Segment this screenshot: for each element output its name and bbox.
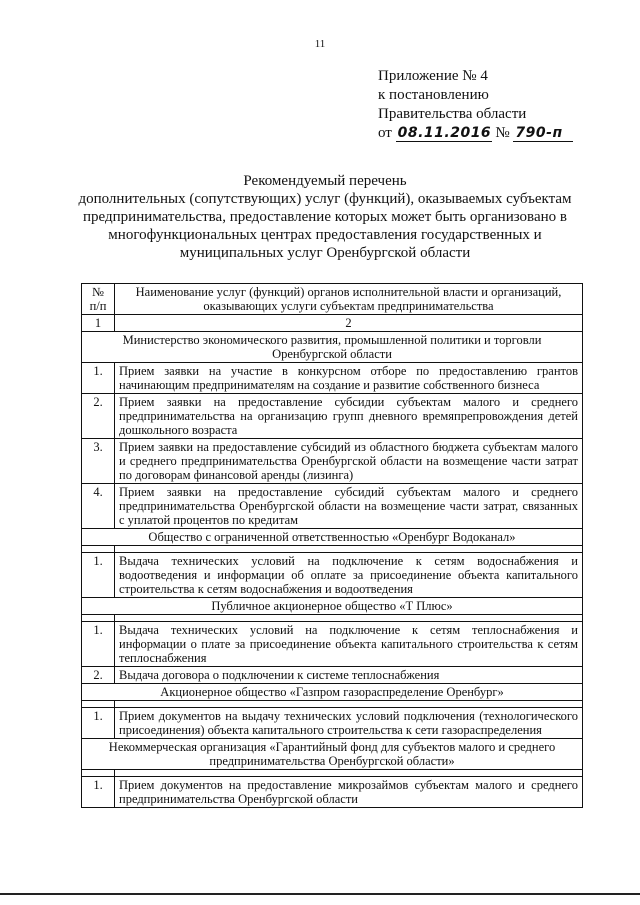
col-number-1: 1 [82, 315, 115, 332]
appendix-line-government: Правительства области [378, 106, 527, 122]
row-text: Выдача технических условий на подключение к сетям водоснабжения и водоотведения и информации об оплате за присоединение объекта капитального строительства к сетям водоснабжения и водоотведения [115, 553, 583, 598]
row-text: Прием заявки на предоставление субсидий из областного бюджета субъектам малого и среднего предпринимательства Оренбургской области на возмещение части затрат по договорам финансовой аренды (лизинга) [115, 439, 583, 484]
row-text: Прием заявки на участие в конкурсном отборе по предоставлению грантов начинающим предпринимателям на создание и развитие собственного бизнеса [115, 363, 583, 394]
row-text: Прием документов на предоставление микрозаймов субъектам малого и среднего предпринимательства Оренбургской области [115, 777, 583, 808]
table-row [82, 777, 583, 808]
section-org-2: Общество с ограниченной ответственностью «Оренбург Водоканал» [82, 529, 583, 546]
appendix-block [378, 67, 573, 143]
appendix-title: Приложение № 4 [378, 68, 488, 84]
row-num: 4. [82, 484, 115, 529]
page-number: 11 [314, 38, 326, 50]
section-org-1: Министерство экономического развития, промышленной политики и торговли Оренбургской области [82, 332, 583, 363]
row-num: 2. [82, 394, 115, 439]
row-text: Прием документов на выдачу технических условий подключения (технологического присоединения) объекта капитального строительства к сети газораспределения [115, 708, 583, 739]
column-numbers-row [82, 315, 583, 332]
section-org-3: Публичное акционерное общество «Т Плюс» [82, 598, 583, 615]
title-line-1: Рекомендуемый перечень [243, 173, 407, 189]
table-header-row [82, 284, 583, 315]
row-num: 1. [82, 777, 115, 808]
date-prefix: от [378, 125, 392, 141]
table-row [82, 439, 583, 484]
handwritten-number: 790-п [513, 126, 573, 142]
row-text: Выдача договора о подключении к системе теплоснабжения [115, 667, 583, 684]
row-text: Прием заявки на предоставление субсидии субъектам малого и среднего предпринимательства на организацию групп дневного времяпрепровождения детей дошкольного возраста [115, 394, 583, 439]
section-org-4: Акционерное общество «Газпром газораспределение Оренбург» [82, 684, 583, 701]
section-header-row [82, 739, 583, 770]
appendix-date-line [378, 124, 573, 143]
row-num: 1. [82, 622, 115, 667]
row-num: 2. [82, 667, 115, 684]
section-header-row [82, 684, 583, 701]
services-table [81, 283, 583, 808]
row-text: Прием заявки на предоставление субсидий субъектам малого и среднего предпринимательства Оренбургской области на возмещение части затрат, связанных с уплатой процентов по кредитам [115, 484, 583, 529]
row-num: 1. [82, 363, 115, 394]
document-title [70, 172, 580, 262]
title-line-3: предпринимательства, предоставление которых может быть организовано в [83, 209, 567, 225]
title-line-4: многофункциональных центрах предоставления государственных и [108, 227, 542, 243]
number-prefix: № [495, 125, 510, 141]
appendix-line-resolution: к постановлению [378, 87, 489, 103]
row-text: Выдача технических условий на подключение к сетям теплоснабжения и информации о плате за присоединение объекта капитального строительства к сетям теплоснабжения [115, 622, 583, 667]
table-row [82, 363, 583, 394]
col-number-2: 2 [115, 315, 583, 332]
spacer-row [82, 770, 583, 777]
row-num: 1. [82, 708, 115, 739]
table-row [82, 484, 583, 529]
spacer-row [82, 615, 583, 622]
page-bottom-rule [0, 893, 640, 895]
spacer-row [82, 546, 583, 553]
row-num: 1. [82, 553, 115, 598]
section-header-row [82, 332, 583, 363]
table-row [82, 622, 583, 667]
header-name: Наименование услуг (функций) органов исполнительной власти и организаций, оказывающих услуги субъектам предпринимательства [115, 284, 583, 315]
table-row [82, 394, 583, 439]
section-org-5: Некоммерческая организация «Гарантийный фонд для субъектов малого и среднего предпринимательства Оренбургской области» [82, 739, 583, 770]
handwritten-date: 08.11.2016 [397, 125, 492, 141]
title-line-2: дополнительных (сопутствующих) услуг (функций), оказываемых субъектам [78, 191, 572, 207]
title-line-5: муниципальных услуг Оренбургской области [179, 245, 471, 261]
header-num: № п/п [82, 284, 115, 315]
table-row [82, 553, 583, 598]
section-header-row [82, 598, 583, 615]
table-row [82, 667, 583, 684]
spacer-row [82, 701, 583, 708]
section-header-row [82, 529, 583, 546]
table-row [82, 708, 583, 739]
row-num: 3. [82, 439, 115, 484]
